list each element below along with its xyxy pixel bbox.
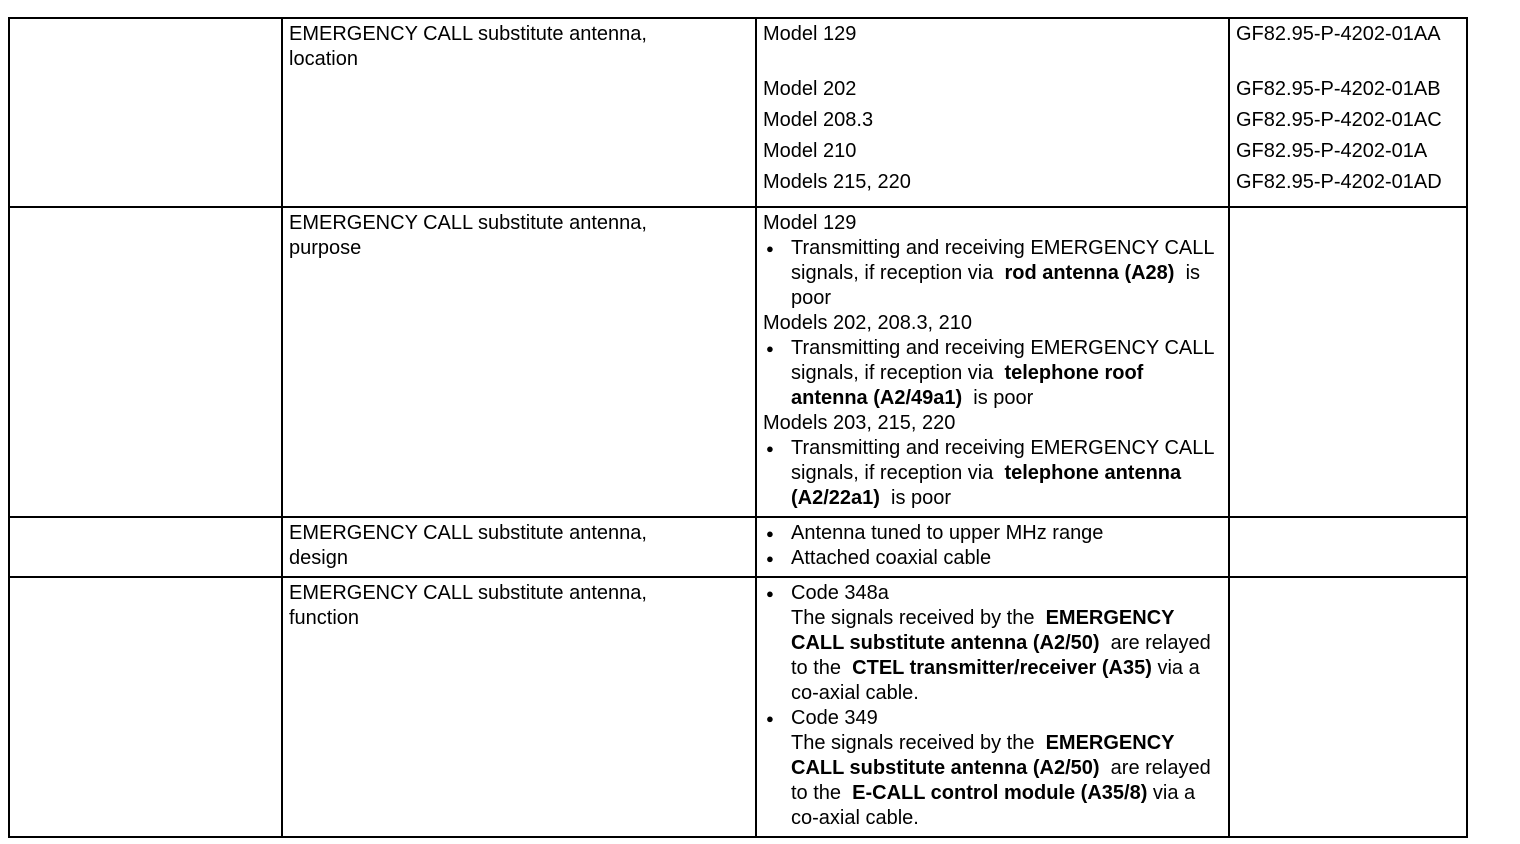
item-label-cell xyxy=(282,517,756,577)
bullet-item xyxy=(763,546,1214,571)
text: is poor xyxy=(962,387,1034,409)
text: are relayed to the xyxy=(791,757,1211,804)
bold-text: rod antenna (A28) xyxy=(1004,262,1175,284)
text: Model 210 xyxy=(763,140,857,162)
bold-text: telephone antenna (A2/22a1) xyxy=(791,462,1182,509)
bullet-item xyxy=(763,521,1214,546)
empty-cell xyxy=(9,18,282,207)
text: Antenna tuned to upper MHz range xyxy=(791,522,1104,544)
bullet-icon: ● xyxy=(766,341,774,356)
table-row xyxy=(9,207,1467,517)
text: Models 203, 215, 220 xyxy=(763,412,956,434)
spec-table-body xyxy=(9,18,1467,837)
text: Code 348a xyxy=(791,582,889,604)
text: Model 129 xyxy=(763,23,857,45)
bold-text: CTEL transmitter/receiver (A35) xyxy=(852,657,1152,679)
text: Transmitting and receiving EMERGENCY CALL signals, if reception via xyxy=(791,337,1214,384)
text: Code 349 xyxy=(791,707,878,729)
item-label-line: function xyxy=(289,607,360,629)
text-line xyxy=(763,211,1214,236)
bold-text: EMERGENCY CALL substitute antenna (A2/50) xyxy=(791,732,1175,779)
item-label-line: purpose xyxy=(289,237,362,259)
document-number-cell xyxy=(1229,577,1467,837)
text-line xyxy=(763,170,1214,195)
blank-line xyxy=(763,53,1214,71)
text: Transmitting and receiving EMERGENCY CALL signals, if reception via xyxy=(791,437,1214,484)
item-label-line: location xyxy=(289,48,358,70)
bullet-icon: ● xyxy=(766,586,774,601)
text: Models 215, 220 xyxy=(763,171,911,193)
table-row xyxy=(9,517,1467,577)
text: Transmitting and receiving EMERGENCY CALL signals, if reception via xyxy=(791,237,1214,284)
text-line xyxy=(763,411,1214,436)
description-cell xyxy=(756,207,1229,517)
item-label-line: EMERGENCY CALL substitute antenna, xyxy=(289,582,647,604)
table-row xyxy=(9,577,1467,837)
text-line xyxy=(763,139,1214,164)
bullet-icon: ● xyxy=(766,711,774,726)
bullet-icon: ● xyxy=(766,441,774,456)
bullet-item xyxy=(763,436,1214,511)
bold-text: EMERGENCY CALL substitute antenna (A2/50) xyxy=(791,607,1175,654)
text: The signals received by the xyxy=(791,732,1046,754)
document-number-cell xyxy=(1229,18,1467,207)
description-cell xyxy=(756,517,1229,577)
document-number-cell xyxy=(1229,207,1467,517)
blank-line xyxy=(1236,53,1460,71)
empty-cell xyxy=(9,517,282,577)
text: Model 208.3 xyxy=(763,109,874,131)
document-number: GF82.95-P-4202-01AC xyxy=(1236,109,1442,131)
document-number: GF82.95-P-4202-01AB xyxy=(1236,78,1441,100)
bullet-icon: ● xyxy=(766,526,774,541)
bold-text: E-CALL control module (A35/8) xyxy=(852,782,1148,804)
text: Attached coaxial cable xyxy=(791,547,992,569)
text: via a co-axial cable. xyxy=(791,782,1196,829)
bullet-icon: ● xyxy=(766,241,774,256)
bullet-icon: ● xyxy=(766,551,774,566)
item-label-line: EMERGENCY CALL substitute antenna, xyxy=(289,212,647,234)
text-line xyxy=(763,108,1214,133)
text-line xyxy=(763,77,1214,102)
spec-table xyxy=(8,17,1468,838)
bullet-item xyxy=(763,336,1214,411)
empty-cell xyxy=(9,207,282,517)
text: is poor xyxy=(879,487,952,509)
item-label-line: design xyxy=(289,547,348,569)
bold-text: telephone roof antenna (A2/49a1) xyxy=(791,362,1144,409)
document-number: GF82.95-P-4202-01AA xyxy=(1236,23,1441,45)
document-number-cell xyxy=(1229,517,1467,577)
bullet-item xyxy=(763,581,1214,606)
text: Model 129 xyxy=(763,212,857,234)
description-cell xyxy=(756,577,1229,837)
item-label-line: EMERGENCY CALL substitute antenna, xyxy=(289,23,647,45)
text: Models 202, 208.3, 210 xyxy=(763,312,973,334)
text: are relayed to the xyxy=(791,632,1211,679)
item-label-line: EMERGENCY CALL substitute antenna, xyxy=(289,522,647,544)
empty-cell xyxy=(9,577,282,837)
text: is poor xyxy=(791,262,1201,309)
document-number: GF82.95-P-4202-01A xyxy=(1236,140,1428,162)
text: via a co-axial cable. xyxy=(791,657,1200,704)
item-label-cell xyxy=(282,18,756,207)
text-line xyxy=(763,22,1214,47)
description-cell xyxy=(756,18,1229,207)
text: The signals received by the xyxy=(791,607,1046,629)
text: Model 202 xyxy=(763,78,857,100)
document-number: GF82.95-P-4202-01AD xyxy=(1236,171,1442,193)
item-label-cell xyxy=(282,577,756,837)
continuation-line xyxy=(763,731,1214,831)
bullet-item xyxy=(763,706,1214,731)
item-label-cell xyxy=(282,207,756,517)
table-row xyxy=(9,18,1467,207)
text-line xyxy=(763,311,1214,336)
bullet-item xyxy=(763,236,1214,311)
continuation-line xyxy=(763,606,1214,706)
